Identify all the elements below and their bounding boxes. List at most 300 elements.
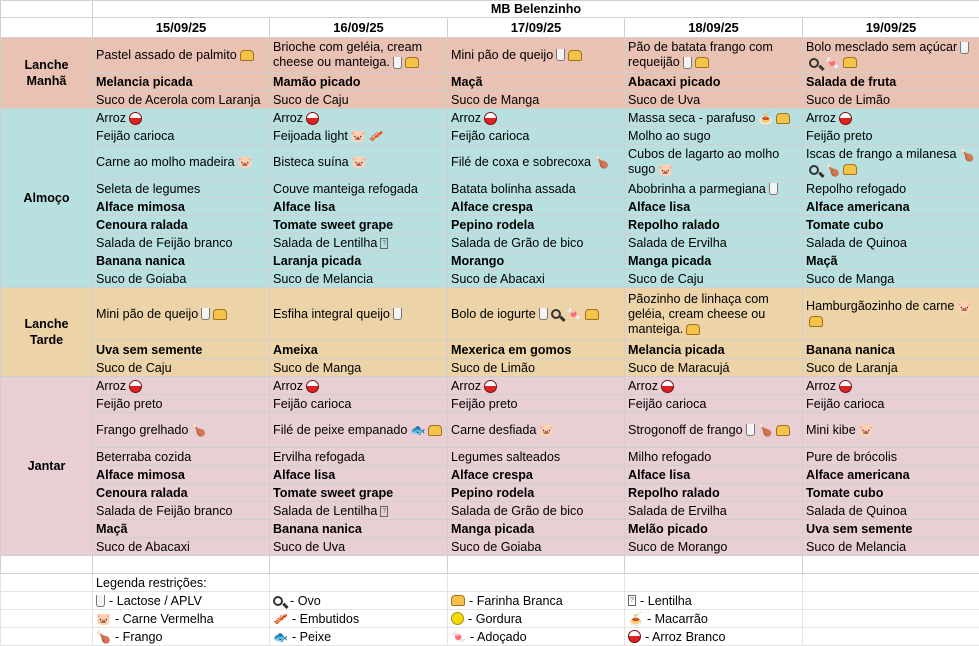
dish-name: Arroz (96, 379, 126, 393)
dish-name: Carne ao molho madeira (96, 155, 235, 169)
bread-icon (405, 57, 419, 68)
menu-row (1, 145, 979, 180)
dish-cell (270, 38, 448, 73)
dish-name: Manga picada (628, 254, 711, 268)
dish-cell (93, 413, 270, 448)
menu-row (1, 538, 979, 556)
dish-cell (803, 288, 979, 341)
dish-name: Arroz (806, 111, 836, 125)
empty-cell (803, 574, 979, 592)
dish-name: Repolho ralado (628, 486, 720, 500)
dish-name: Suco de Manga (451, 93, 539, 107)
legend-title: Legenda restrições: (93, 574, 270, 592)
menu-row (1, 216, 979, 234)
menu-row (1, 341, 979, 359)
dish-cell (625, 198, 803, 216)
dish-cell (93, 38, 270, 73)
dish-name: Pãozinho de linhaça com geléia, cream cheese ou manteiga. (628, 292, 769, 336)
dish-cell (448, 413, 625, 448)
bread-icon (843, 57, 857, 68)
dish-name: Laranja picada (273, 254, 361, 268)
dish-name: Suco de Caju (628, 272, 704, 286)
dish-cell (270, 538, 448, 556)
dish-name: Melancia picada (628, 343, 725, 357)
milk-glass-icon (683, 57, 692, 69)
dish-name: Arroz (628, 379, 658, 393)
bread-icon (585, 309, 599, 320)
legend-label: - Peixe (292, 629, 331, 645)
dish-cell (625, 466, 803, 484)
dish-cell (270, 395, 448, 413)
rice-bowl-icon (129, 112, 142, 125)
dish-cell (93, 484, 270, 502)
chicken-leg-icon: 🍗 (96, 631, 111, 643)
dish-name: Tomate sweet grape (273, 486, 393, 500)
dish-cell (625, 341, 803, 359)
dish-name: Feijão preto (96, 397, 163, 411)
rice-bowl-icon (628, 630, 641, 643)
dish-name: Strogonoff de frango (628, 423, 743, 437)
dish-name: Pepino rodela (451, 486, 534, 500)
empty-cell (448, 556, 625, 574)
dish-cell (270, 180, 448, 198)
dish-name: Molho ao sugo (628, 129, 711, 143)
dish-cell (270, 448, 448, 466)
rice-bowl-icon (839, 380, 852, 393)
milk-glass-icon (960, 42, 969, 54)
dish-cell (448, 38, 625, 73)
dish-name: Batata bolinha assada (451, 182, 576, 196)
dish-name: Alface crespa (451, 200, 533, 214)
dish-name: Alface crespa (451, 468, 533, 482)
dish-cell (625, 145, 803, 180)
dish-name: Mini pão de queijo (96, 307, 198, 321)
dish-name: Mamão picado (273, 75, 360, 89)
dish-name: Repolho ralado (628, 218, 720, 232)
legend-label: - Lentilha (640, 593, 692, 609)
dish-name: Suco de Melancia (273, 272, 373, 286)
legend-item (270, 610, 448, 628)
dish-name: Manga picada (451, 522, 534, 536)
dish-name: Suco de Morango (628, 540, 727, 554)
dish-name: Hamburgãozinho de carne (806, 299, 954, 313)
corner-cell (1, 1, 93, 18)
legend-label: - Adoçado (470, 629, 527, 645)
menu-row (1, 520, 979, 538)
dish-name: Uva sem semente (806, 522, 912, 536)
dish-name: Mini kibe (806, 423, 856, 437)
rice-bowl-icon (129, 380, 142, 393)
dish-cell (625, 502, 803, 520)
dish-name: Feijão carioca (806, 397, 884, 411)
dish-name: Esfiha integral queijo (273, 307, 390, 321)
dish-cell (803, 466, 979, 484)
milk-glass-icon (746, 424, 755, 436)
dish-cell (270, 216, 448, 234)
dish-cell (625, 395, 803, 413)
dish-cell (448, 359, 625, 377)
dish-name: Suco de Laranja (806, 361, 898, 375)
dish-name: Feijão carioca (628, 397, 706, 411)
pig-icon: 🐷 (957, 301, 972, 313)
milk-glass-icon (539, 308, 548, 320)
legend-item (448, 610, 625, 628)
dish-cell (803, 109, 979, 127)
menu-row (1, 484, 979, 502)
dish-cell (625, 520, 803, 538)
dish-cell (270, 359, 448, 377)
dish-cell (448, 520, 625, 538)
dish-name: Banana nanica (273, 522, 362, 536)
meal-label-lanche-tarde: Lanche Tarde (1, 288, 93, 377)
dish-name: Filé de peixe empanado (273, 423, 407, 437)
dish-name: Arroz (96, 111, 126, 125)
dish-cell (448, 198, 625, 216)
dish-cell (803, 73, 979, 91)
dish-cell (803, 377, 979, 395)
dish-cell (93, 198, 270, 216)
dish-name: Salada de Lentilha (273, 236, 377, 250)
dish-cell (270, 252, 448, 270)
dish-cell (448, 109, 625, 127)
pig-icon: 🐷 (539, 424, 554, 436)
bread-icon (240, 50, 254, 61)
dish-cell (93, 502, 270, 520)
dish-cell (93, 288, 270, 341)
dish-cell (625, 252, 803, 270)
dish-name: Banana nanica (806, 343, 895, 357)
dish-cell (270, 520, 448, 538)
dish-name: Mexerica em gomos (451, 343, 571, 357)
pig-icon: 🐷 (658, 164, 673, 176)
dish-name: Feijão preto (806, 129, 873, 143)
dish-cell (803, 180, 979, 198)
dish-cell (625, 538, 803, 556)
dish-name: Feijão carioca (451, 129, 529, 143)
dish-cell (93, 466, 270, 484)
dish-cell (93, 145, 270, 180)
date-header: 15/09/25 (93, 18, 270, 38)
menu-title: MB Belenzinho (93, 1, 979, 18)
dish-name: Cenoura ralada (96, 486, 188, 500)
dish-cell (448, 448, 625, 466)
dish-name: Suco de Uva (273, 540, 345, 554)
dish-cell (803, 198, 979, 216)
meal-label-jantar: Jantar (1, 377, 93, 556)
dish-name: Salada de Feijão branco (96, 236, 233, 250)
egg-magnifier-icon (809, 58, 819, 68)
dish-cell (625, 484, 803, 502)
dish-cell (448, 377, 625, 395)
legend-label: - Macarrão (647, 611, 708, 627)
dish-cell (93, 377, 270, 395)
dish-name: Pastel assado de palmito (96, 48, 237, 62)
dish-name: Arroz (451, 379, 481, 393)
menu-row (1, 38, 979, 73)
dish-name: Bolo mesclado sem açúcar (806, 40, 957, 54)
menu-row (1, 288, 979, 341)
dish-name: Abacaxi picado (628, 75, 720, 89)
dish-name: Banana nanica (96, 254, 185, 268)
dish-name: Milho refogado (628, 450, 711, 464)
dish-cell (93, 180, 270, 198)
dish-cell (625, 73, 803, 91)
menu-row (1, 73, 979, 91)
dish-name: Iscas de frango a milanesa (806, 147, 957, 161)
egg-magnifier-icon (551, 309, 561, 319)
empty-cell (1, 556, 93, 574)
dish-cell (448, 484, 625, 502)
dish-cell (625, 288, 803, 341)
dish-cell (93, 341, 270, 359)
dish-name: Suco de Caju (96, 361, 172, 375)
date-header: 18/09/25 (625, 18, 803, 38)
dish-cell (625, 216, 803, 234)
dish-cell (93, 448, 270, 466)
rice-bowl-icon (839, 112, 852, 125)
chicken-leg-icon: 🍗 (191, 424, 206, 436)
bacon-icon: 🥓 (369, 130, 384, 142)
rice-bowl-icon (484, 112, 497, 125)
empty-cell (803, 556, 979, 574)
dish-cell (93, 216, 270, 234)
dish-cell (448, 395, 625, 413)
dish-cell (448, 538, 625, 556)
candy-icon: 🍬 (825, 57, 840, 69)
dish-name: Maçã (96, 522, 128, 536)
dish-cell (270, 145, 448, 180)
menu-row (1, 252, 979, 270)
dish-cell (803, 448, 979, 466)
milk-glass-icon (393, 308, 402, 320)
dish-cell (625, 270, 803, 288)
rice-bowl-icon (661, 380, 674, 393)
dish-name: Suco de Maracujá (628, 361, 730, 375)
dish-cell (625, 448, 803, 466)
dish-cell (270, 288, 448, 341)
dish-cell (803, 395, 979, 413)
bread-icon (213, 309, 227, 320)
dish-cell (270, 484, 448, 502)
dish-cell (803, 145, 979, 180)
date-header: 16/09/25 (270, 18, 448, 38)
candy-icon: 🍬 (451, 631, 466, 643)
milk-glass-icon (769, 183, 778, 195)
dish-name: Arroz (273, 111, 303, 125)
dish-cell (93, 520, 270, 538)
fish-icon: 🐟 (273, 631, 288, 643)
dish-cell (803, 252, 979, 270)
meal-label-almoco: Almoço (1, 109, 93, 288)
dish-cell (803, 91, 979, 109)
dish-name: Couve manteiga refogada (273, 182, 418, 196)
dish-cell (448, 180, 625, 198)
legend-label: - Lactose / APLV (109, 593, 202, 609)
dish-cell (803, 413, 979, 448)
dish-cell (625, 359, 803, 377)
egg-magnifier-icon (809, 165, 819, 175)
dish-name: Filé de coxa e sobrecoxa (451, 155, 591, 169)
dish-name: Alface lisa (273, 468, 335, 482)
dish-name: Frango grelhado (96, 423, 188, 437)
menu-row (1, 109, 979, 127)
dish-name: Alface mimosa (96, 468, 185, 482)
dish-name: Salada de Lentilha (273, 504, 377, 518)
menu-row (1, 198, 979, 216)
chicken-leg-icon: 🍗 (825, 164, 840, 176)
dish-name: Pão de batata frango com requeijão (628, 40, 773, 69)
menu-row (1, 234, 979, 252)
rice-bowl-icon (484, 380, 497, 393)
bread-icon (428, 425, 442, 436)
dish-cell (93, 359, 270, 377)
dish-cell (93, 127, 270, 145)
legend-item (625, 610, 803, 628)
dish-cell (448, 502, 625, 520)
empty-cell (270, 574, 448, 592)
empty-cell (1, 574, 93, 592)
dish-name: Salada de Quinoa (806, 504, 907, 518)
dish-cell (803, 538, 979, 556)
dish-name: Bolo de iogurte (451, 307, 536, 321)
dish-cell (270, 91, 448, 109)
dish-name: Pure de brócolis (806, 450, 897, 464)
dish-cell (803, 520, 979, 538)
meal-label-lanche-manha: Lanche Manhã (1, 38, 93, 109)
dish-cell (270, 270, 448, 288)
dish-name: Beterraba cozida (96, 450, 191, 464)
egg-magnifier-icon (273, 596, 283, 606)
dish-cell (803, 502, 979, 520)
legend-label: - Farinha Branca (469, 593, 563, 609)
menu-row (1, 395, 979, 413)
dish-name: Alface lisa (628, 468, 690, 482)
dish-name: Massa seca - parafuso (628, 111, 755, 125)
dish-name: Alface lisa (273, 200, 335, 214)
dish-cell (803, 38, 979, 73)
dish-name: Suco de Uva (628, 93, 700, 107)
dish-cell (625, 234, 803, 252)
pasta-icon: 🍝 (628, 613, 643, 625)
dish-cell (803, 216, 979, 234)
dish-name: Carne desfiada (451, 423, 536, 437)
dish-name: Melancia picada (96, 75, 193, 89)
legend-item (448, 592, 625, 610)
dish-name: Alface mimosa (96, 200, 185, 214)
dish-name: Maçã (451, 75, 483, 89)
milk-glass-icon (201, 308, 210, 320)
dish-cell (625, 91, 803, 109)
rice-bowl-icon (306, 380, 319, 393)
menu-row (1, 180, 979, 198)
milk-glass-icon (96, 595, 105, 607)
dish-name: Legumes salteados (451, 450, 560, 464)
dish-cell (270, 109, 448, 127)
dish-cell (803, 234, 979, 252)
dish-name: Salada de Grão de bico (451, 236, 583, 250)
dish-cell (803, 270, 979, 288)
lentil-icon: ? (628, 595, 636, 606)
dish-name: Salada de Quinoa (806, 236, 907, 250)
dish-name: Salada de Grão de bico (451, 504, 583, 518)
date-header: 19/09/25 (803, 18, 979, 38)
bread-icon (568, 50, 582, 61)
chicken-leg-icon: 🍗 (758, 424, 773, 436)
bread-icon (695, 57, 709, 68)
menu-row (1, 377, 979, 395)
dish-name: Suco de Abacaxi (96, 540, 190, 554)
dish-name: Abobrinha a parmegiana (628, 182, 766, 196)
dish-cell (625, 377, 803, 395)
pasta-icon: 🍝 (758, 112, 773, 124)
dish-cell (448, 127, 625, 145)
dish-name: Feijão preto (451, 397, 518, 411)
menu-row (1, 91, 979, 109)
dish-cell (93, 270, 270, 288)
legend-label: - Gordura (468, 611, 522, 627)
lentil-icon: ? (380, 238, 388, 249)
dish-name: Arroz (806, 379, 836, 393)
pig-icon: 🐷 (352, 156, 367, 168)
dish-name: Melão picado (628, 522, 708, 536)
dish-name: Pepino rodela (451, 218, 534, 232)
dish-name: Arroz (273, 379, 303, 393)
menu-row (1, 448, 979, 466)
empty-cell (803, 610, 979, 628)
dish-name: Salada de Ervilha (628, 504, 727, 518)
dish-cell (270, 234, 448, 252)
legend-item (270, 592, 448, 610)
menu-row (1, 413, 979, 448)
dish-name: Suco de Melancia (806, 540, 906, 554)
dish-name: Suco de Limão (451, 361, 535, 375)
empty-cell (448, 574, 625, 592)
bread-icon (451, 595, 465, 606)
dish-name: Tomate cubo (806, 218, 883, 232)
dish-name: Cenoura ralada (96, 218, 188, 232)
bread-icon (686, 324, 700, 335)
empty-cell (803, 592, 979, 610)
pig-icon: 🐷 (96, 613, 111, 625)
empty-cell (270, 556, 448, 574)
dish-cell (270, 198, 448, 216)
dish-cell (448, 341, 625, 359)
dish-name: Suco de Manga (273, 361, 361, 375)
empty-cell (1, 610, 93, 628)
fish-icon: 🐟 (410, 424, 425, 436)
dish-name: Tomate sweet grape (273, 218, 393, 232)
chicken-leg-icon: 🍗 (594, 156, 609, 168)
dish-name: Morango (451, 254, 504, 268)
dish-name: Alface lisa (628, 200, 690, 214)
dish-cell (803, 127, 979, 145)
dish-name: Salada de Feijão branco (96, 504, 233, 518)
dish-cell (448, 216, 625, 234)
dish-name: Suco de Abacaxi (451, 272, 545, 286)
legend-label: - Carne Vermelha (115, 611, 214, 627)
dish-cell (270, 466, 448, 484)
dish-cell (448, 91, 625, 109)
menu-row (1, 502, 979, 520)
dish-cell (270, 377, 448, 395)
dish-name: Suco de Manga (806, 272, 894, 286)
dish-name: Seleta de legumes (96, 182, 200, 196)
dish-name: Ervilha refogada (273, 450, 365, 464)
pig-icon: 🐷 (238, 156, 253, 168)
dish-cell (625, 127, 803, 145)
dish-name: Alface americana (806, 468, 910, 482)
pig-icon: 🐷 (351, 130, 366, 142)
